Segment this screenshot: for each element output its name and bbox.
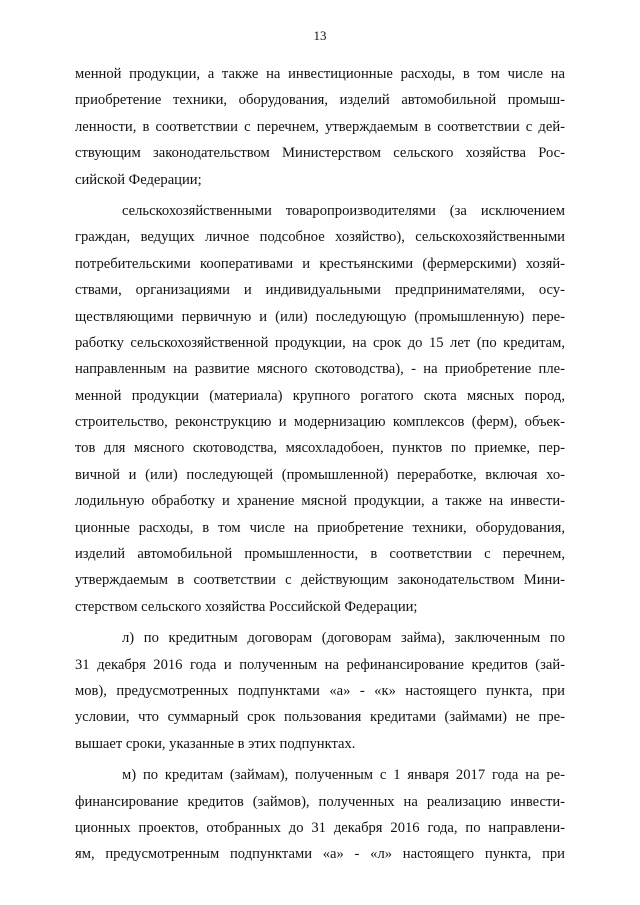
- text-line: 31 декабря 2016 года и полученным на рефинансирование кредитов (зай-: [75, 656, 565, 673]
- document-body: [75, 61, 565, 868]
- paragraph: [75, 762, 565, 868]
- text-line: утверждаемым в соответствии с действующим законодательством Мини-: [75, 572, 565, 589]
- text-line: ционные расходы, в том числе на приобретение техники, оборудования,: [75, 519, 565, 536]
- text-line: работку сельскохозяйственной продукции, на срок до 15 лет (по кредитам,: [75, 334, 565, 351]
- text-line: сийской Федерации;: [75, 171, 202, 188]
- paragraph: [75, 61, 565, 193]
- text-line: менной продукции (материала) крупного рогатого скота мясных пород,: [75, 387, 565, 404]
- text-line: ционных проектов, отобранных до 31 декабря 2016 года, по направлени-: [75, 819, 565, 836]
- text-line: условии, что суммарный срок пользования кредитами (займами) не пре-: [75, 709, 565, 726]
- text-line: лодильную обработку и хранение мясной продукции, а также на инвести-: [75, 493, 565, 510]
- text-line: изделий автомобильной промышленности, в соответствии с перечнем,: [75, 546, 565, 563]
- text-line: потребительскими кооперативами и крестьянскими (фермерскими) хозяй-: [75, 255, 565, 272]
- text-line: вичной и (или) последующей (промышленной) переработке, включая хо-: [75, 466, 565, 483]
- text-line: ствами, организациями и индивидуальными предпринимателями, осу-: [75, 282, 565, 299]
- text-line: строительство, реконструкцию и модернизацию комплексов (ферм), объек-: [75, 414, 565, 431]
- text-line: м) по кредитам (займам), полученным с 1 января 2017 года на ре-: [122, 767, 565, 784]
- paragraph: [75, 198, 565, 620]
- text-line: направленным на развитие мясного скотоводства), - на приобретение пле-: [75, 361, 565, 378]
- text-line: стерством сельского хозяйства Российской Федерации;: [75, 598, 418, 615]
- text-line: вышает сроки, указанные в этих подпунктах.: [75, 735, 356, 752]
- text-line: приобретение техники, оборудования, изделий автомобильной промыш-: [75, 92, 565, 109]
- text-line: сельскохозяйственными товаропроизводителями (за исключением: [122, 202, 565, 219]
- text-line: ствующим законодательством Министерством сельского хозяйства Рос-: [75, 145, 565, 162]
- text-line: тов для мясного скотоводства, мясохладобоен, пунктов по приемке, пер-: [75, 440, 565, 457]
- text-line: граждан, ведущих личное подсобное хозяйство), сельскохозяйственными: [75, 229, 565, 246]
- paragraph: [75, 625, 565, 757]
- text-line: ществляющими первичную и (или) последующую (промышленную) пере-: [75, 308, 565, 325]
- text-line: ленности, в соответствии с перечнем, утверждаемым в соответствии с дей-: [75, 118, 565, 135]
- text-line: ям, предусмотренным подпунктами «а» - «л» настоящего пункта, при: [75, 846, 565, 863]
- text-line: мов), предусмотренных подпунктами «а» - «к» настоящего пункта, при: [75, 682, 565, 699]
- page-number: 13: [313, 28, 327, 43]
- text-line: менной продукции, а также на инвестиционные расходы, в том числе на: [75, 66, 565, 82]
- text-line: л) по кредитным договорам (договорам займа), заключенным по: [122, 630, 565, 647]
- text-line: финансирование кредитов (займов), полученных на реализацию инвести-: [75, 793, 565, 810]
